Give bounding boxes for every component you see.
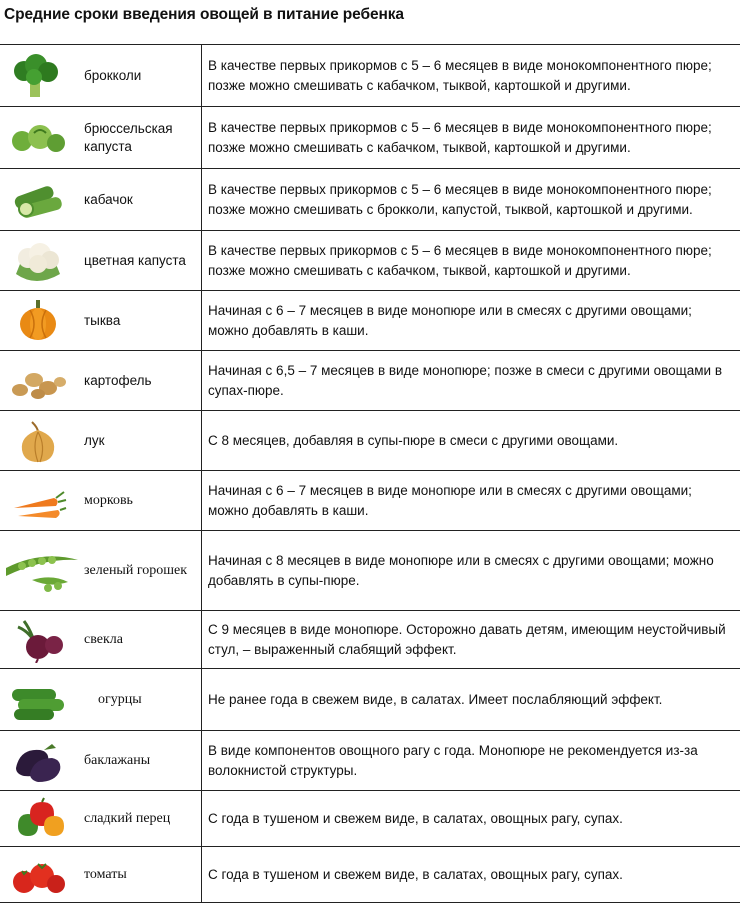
introduction-text: В виде компонентов овощного рагу с года. Монопюре не рекомендуется из-за волокнистой структуры. <box>208 743 698 778</box>
potato-icon <box>6 358 70 404</box>
page-title: Средние сроки введения овощей в питание ребенка <box>4 6 404 23</box>
vegetable-name: сладкий перец <box>84 810 171 826</box>
brussels-sprouts-icon <box>6 115 70 161</box>
onion-icon <box>6 418 70 464</box>
table-row <box>0 471 740 531</box>
introduction-text: Начиная с 8 месяцев в виде монопюре или в смесях с другими овощами; можно добавлять в супы-пюре. <box>208 553 714 588</box>
cucumber-icon <box>6 677 70 723</box>
vegetable-name: огурцы <box>98 691 142 707</box>
carrot-icon <box>6 478 70 524</box>
table-row <box>0 411 740 471</box>
introduction-text: Начиная с 6,5 – 7 месяцев в виде монопюре; позже в смеси с другими овощами в супах-пюре. <box>208 363 723 398</box>
introduction-text: С года в тушеном и свежем виде, в салатах, овощных рагу, супах. <box>208 810 623 826</box>
vegetable-name: брюссельская капуста <box>84 120 173 154</box>
table-row <box>0 669 740 731</box>
vegetable-name: картофель <box>84 372 152 388</box>
tomato-icon <box>6 852 70 898</box>
introduction-text: В качестве первых прикормов с 5 – 6 месяцев в виде монокомпонентного пюре; позже можно смешивать с кабачком, тыквой, картошкой и другими. <box>208 243 712 278</box>
vegetable-name: тыква <box>84 312 121 328</box>
vegetable-name: кабачок <box>84 191 133 207</box>
vegetable-name: лук <box>84 432 105 448</box>
introduction-text: Начиная с 6 – 7 месяцев в виде монопюре или в смесях с другими овощами; можно добавлять в каши. <box>208 483 692 518</box>
table-row <box>0 847 740 903</box>
table-row <box>0 791 740 847</box>
introduction-text: Начиная с 6 – 7 месяцев в виде монопюре или в смесях с другими овощами; можно добавлять в каши. <box>208 303 692 338</box>
bell-pepper-icon <box>6 796 70 842</box>
table-row <box>0 611 740 669</box>
introduction-text: В качестве первых прикормов с 5 – 6 месяцев в виде монокомпонентного пюре; позже можно смешивать с брокколи, капустой, тыквой, картошкой и другими. <box>208 182 712 217</box>
vegetable-name: морковь <box>84 492 133 508</box>
table-row <box>0 291 740 351</box>
table-row <box>0 351 740 411</box>
vegetable-name: зеленый горошек <box>84 562 188 578</box>
pumpkin-icon <box>6 298 70 344</box>
eggplant-icon <box>6 738 70 784</box>
vegetables-table <box>0 44 740 903</box>
table-row <box>0 45 740 107</box>
introduction-text: В качестве первых прикормов с 5 – 6 месяцев в виде монокомпонентного пюре; позже можно смешивать с кабачком, тыквой, картошкой и другими. <box>208 120 712 155</box>
introduction-text: С 8 месяцев, добавляя в супы-пюре в смеси с другими овощами. <box>208 432 619 448</box>
vegetable-name: цветная капуста <box>84 252 186 268</box>
introduction-text: Не ранее года в свежем виде, в салатах. Имеет послабляющий эффект. <box>208 691 663 707</box>
vegetable-name: баклажаны <box>84 752 151 768</box>
table-row <box>0 107 740 169</box>
broccoli-icon <box>6 53 70 99</box>
introduction-text: С 9 месяцев в виде монопюре. Осторожно давать детям, имеющим неустойчивый стул, – выраженный слабящий эффект. <box>208 622 726 657</box>
table-row <box>0 231 740 291</box>
vegetable-name: брокколи <box>84 67 142 83</box>
table-row <box>0 731 740 791</box>
table-row <box>0 531 740 611</box>
table-row <box>0 169 740 231</box>
beet-icon <box>6 617 70 663</box>
zucchini-icon <box>6 177 70 223</box>
vegetable-name: свекла <box>84 631 123 647</box>
green-peas-icon <box>2 548 82 594</box>
vegetable-name: томаты <box>84 866 127 882</box>
introduction-text: В качестве первых прикормов с 5 – 6 месяцев в виде монокомпонентного пюре; позже можно смешивать с кабачком, тыквой, картошкой и другими. <box>208 58 712 93</box>
introduction-text: С года в тушеном и свежем виде, в салатах, овощных рагу, супах. <box>208 866 623 882</box>
cauliflower-icon <box>6 238 70 284</box>
